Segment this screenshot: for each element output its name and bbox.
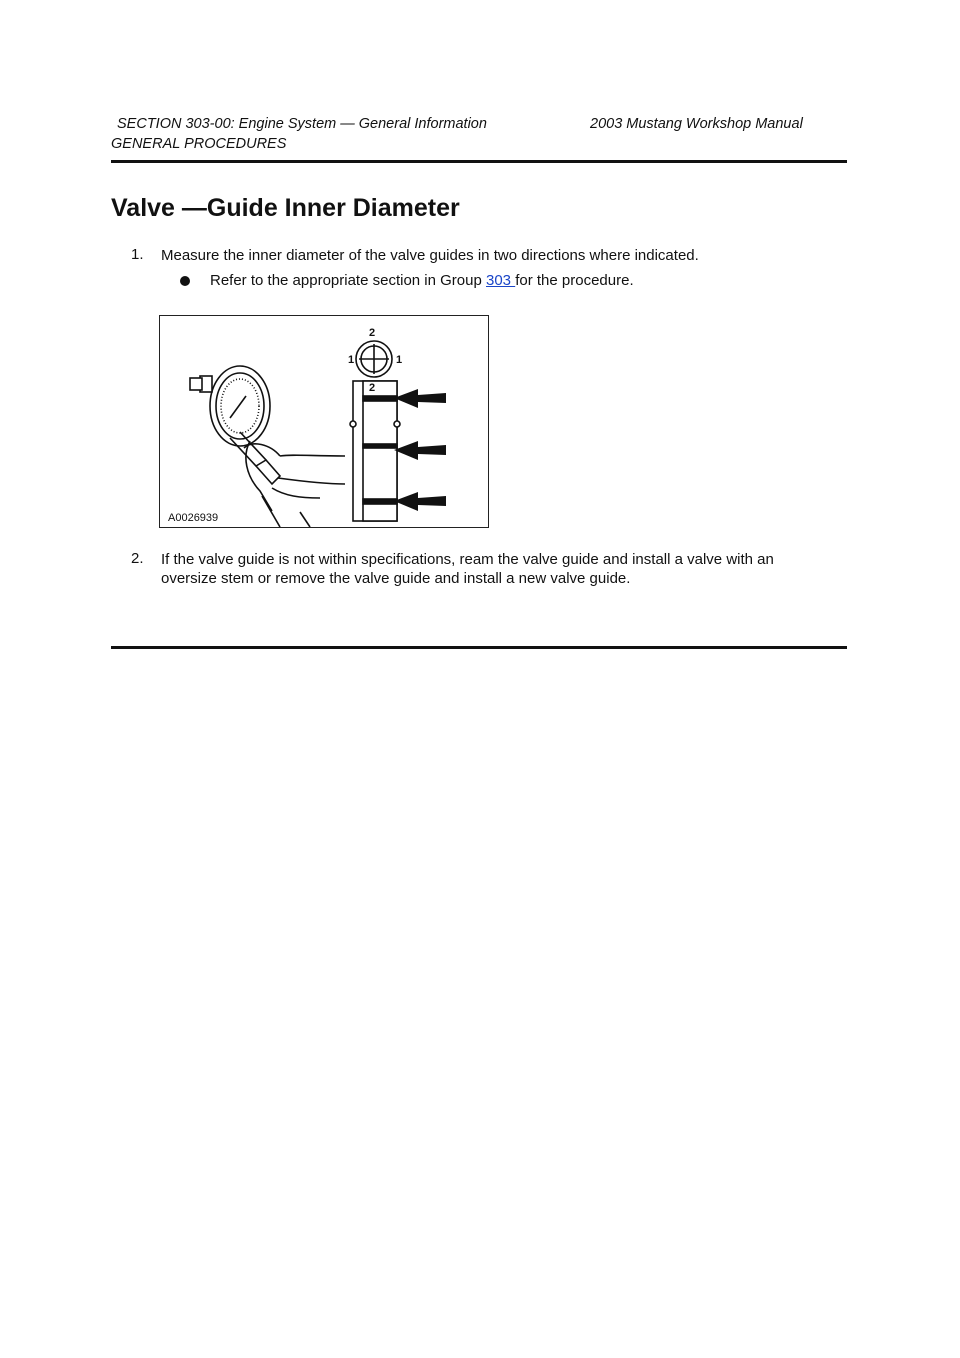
header-rule: [111, 160, 847, 163]
header-manual-title: 2003 Mustang Workshop Manual: [590, 116, 803, 132]
measurement-arrows: [394, 389, 446, 511]
bullet-dot-icon: [180, 276, 190, 286]
callout-right-1: 1: [396, 354, 403, 366]
bullet-text: [210, 272, 634, 289]
bullet-prefix: Refer to the appropriate section in Group: [210, 272, 486, 289]
callout-top-2: 2: [369, 327, 376, 339]
header-section-title: SECTION 303-00: Engine System — General Information: [117, 116, 487, 132]
valve-guide-figure: [159, 315, 489, 528]
dial-gauge-illustration: [190, 366, 345, 527]
footer-rule: [111, 646, 847, 649]
step-2-line-2: oversize stem or remove the valve guide and install a new valve guide.: [161, 570, 631, 587]
group-303-link[interactable]: 303: [486, 272, 516, 289]
page-title: Valve —Guide Inner Diameter: [111, 194, 460, 222]
figure-id-label: A0026939: [168, 512, 219, 524]
callout-left-1: 1: [348, 354, 355, 366]
step-2-number: 2.: [131, 550, 144, 567]
step-1-text: Measure the inner diameter of the valve guides in two directions where indicated.: [161, 247, 699, 264]
callout-bottom-2: 2: [369, 382, 376, 394]
step-2-line-1: If the valve guide is not within specifications, ream the valve guide and install a valve with an: [161, 551, 774, 568]
bullet-suffix: for the procedure.: [515, 272, 634, 289]
step-1-number: 1.: [131, 246, 144, 263]
valve-guide-illustration: [350, 341, 403, 521]
header-subsection: GENERAL PROCEDURES: [111, 136, 287, 152]
